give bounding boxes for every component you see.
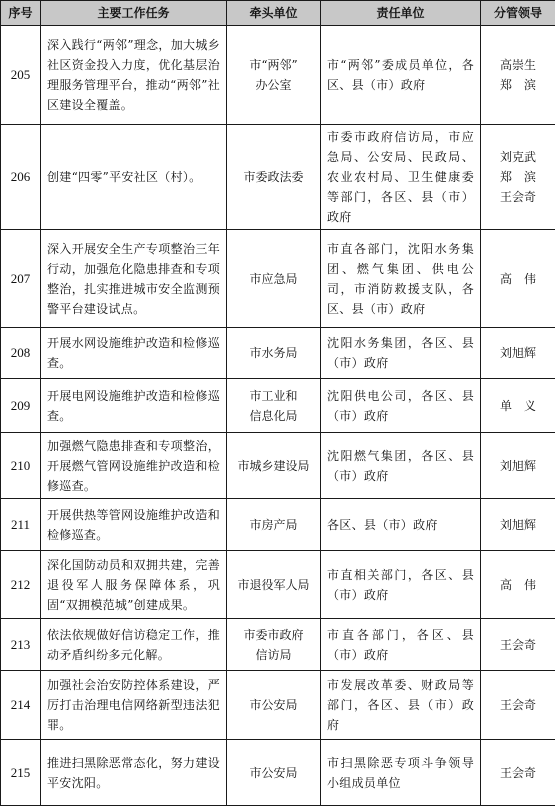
leader-cell: 刘旭辉: [481, 499, 555, 551]
header-responsible-units: 责任单位: [321, 1, 481, 26]
lead-unit-cell: 市房产局: [227, 499, 321, 551]
task-cell: 依法依规做好信访稳定工作，推动矛盾纠纷多元化解。: [41, 619, 227, 671]
responsible-units-cell: 市“两邻”委成员单位，各区、县（市）政府: [321, 26, 481, 125]
table-row: [1, 379, 555, 433]
lead-unit-cell: 市退役军人局: [227, 551, 321, 619]
header-no: 序号: [1, 1, 41, 26]
task-cell: 深化国防动员和双拥共建，完善退役军人服务保障体系，巩固“双拥模范城”创建成果。: [41, 551, 227, 619]
header-row: [1, 1, 555, 26]
lead-unit-cell: 市委政法委: [227, 125, 321, 230]
header-task: 主要工作任务: [41, 1, 227, 26]
table-row: [1, 433, 555, 499]
lead-unit-cell: 市应急局: [227, 230, 321, 328]
lead-unit-cell: 市公安局: [227, 740, 321, 806]
lead-unit-cell: 市委市政府 信访局: [227, 619, 321, 671]
leader-cell: 王会奇: [481, 740, 555, 806]
task-cell: 加强燃气隐患排查和专项整治，开展燃气管网设施维护改造和检修巡查。: [41, 433, 227, 499]
table-row: [1, 499, 555, 551]
header-lead-unit: 牵头单位: [227, 1, 321, 26]
table-row: [1, 26, 555, 125]
lead-unit-cell: 市工业和 信息化局: [227, 379, 321, 433]
responsible-units-cell: 各区、县（市）政府: [321, 499, 481, 551]
row-number: 208: [1, 328, 41, 379]
row-number: 207: [1, 230, 41, 328]
leader-cell: 单 义: [481, 379, 555, 433]
leader-cell: 高崇生 郑 滨: [481, 26, 555, 125]
task-cell: 开展供热等管网设施维护改造和检修巡查。: [41, 499, 227, 551]
responsible-units-cell: 沈阳供电公司，各区、县（市）政府: [321, 379, 481, 433]
table-row: [1, 740, 555, 806]
responsible-units-cell: 市委市政府信访局，市应急局、公安局、民政局、农业农村局、卫生健康委等部门，各区、县（市）政府: [321, 125, 481, 230]
task-cell: 深入开展安全生产专项整治三年行动，加强危化隐患排查和专项整治，扎实推进城市安全监测预警平台建设试点。: [41, 230, 227, 328]
row-number: 214: [1, 671, 41, 740]
responsible-units-cell: 市直各部门，沈阳水务集团、燃气集团、供电公司，市消防救援支队，各区、县（市）政府: [321, 230, 481, 328]
table-row: [1, 125, 555, 230]
lead-unit-cell: 市公安局: [227, 671, 321, 740]
responsible-units-cell: 沈阳水务集团，各区、县（市）政府: [321, 328, 481, 379]
task-cell: 推进扫黑除恶常态化，努力建设平安沈阳。: [41, 740, 227, 806]
table-row: [1, 551, 555, 619]
responsible-units-cell: 沈阳燃气集团，各区、县（市）政府: [321, 433, 481, 499]
row-number: 206: [1, 125, 41, 230]
responsible-units-cell: 市直相关部门，各区、县（市）政府: [321, 551, 481, 619]
header-leader: 分管领导: [481, 1, 555, 26]
row-number: 213: [1, 619, 41, 671]
task-cell: 创建“四零”平安社区（村）。: [41, 125, 227, 230]
task-cell: 加强社会治安防控体系建设，严厉打击治理电信网络新型违法犯罪。: [41, 671, 227, 740]
row-number: 209: [1, 379, 41, 433]
table-row: [1, 619, 555, 671]
leader-cell: 高 伟: [481, 230, 555, 328]
row-number: 212: [1, 551, 41, 619]
row-number: 211: [1, 499, 41, 551]
task-cell: 开展电网设施维护改造和检修巡查。: [41, 379, 227, 433]
task-cell: 开展水网设施维护改造和检修巡查。: [41, 328, 227, 379]
table-row: [1, 230, 555, 328]
lead-unit-cell: 市城乡建设局: [227, 433, 321, 499]
task-cell: 深入践行“两邻”理念，加大城乡社区资金投入力度，优化基层治理服务管理平台，推动“两邻”社区建设全覆盖。: [41, 26, 227, 125]
leader-cell: 王会奇: [481, 671, 555, 740]
leader-cell: 高 伟: [481, 551, 555, 619]
row-number: 205: [1, 26, 41, 125]
row-number: 210: [1, 433, 41, 499]
table-row: [1, 671, 555, 740]
leader-cell: 王会奇: [481, 619, 555, 671]
leader-cell: 刘旭辉: [481, 328, 555, 379]
responsible-units-cell: 市发展改革委、财政局等部门，各区、县（市）政府: [321, 671, 481, 740]
leader-cell: 刘旭辉: [481, 433, 555, 499]
lead-unit-cell: 市水务局: [227, 328, 321, 379]
responsible-units-cell: 市直各部门，各区、县（市）政府: [321, 619, 481, 671]
table-row: [1, 328, 555, 379]
leader-cell: 刘克武 郑 滨 王会奇: [481, 125, 555, 230]
responsible-units-cell: 市扫黑除恶专项斗争领导小组成员单位: [321, 740, 481, 806]
row-number: 215: [1, 740, 41, 806]
lead-unit-cell: 市“两邻” 办公室: [227, 26, 321, 125]
